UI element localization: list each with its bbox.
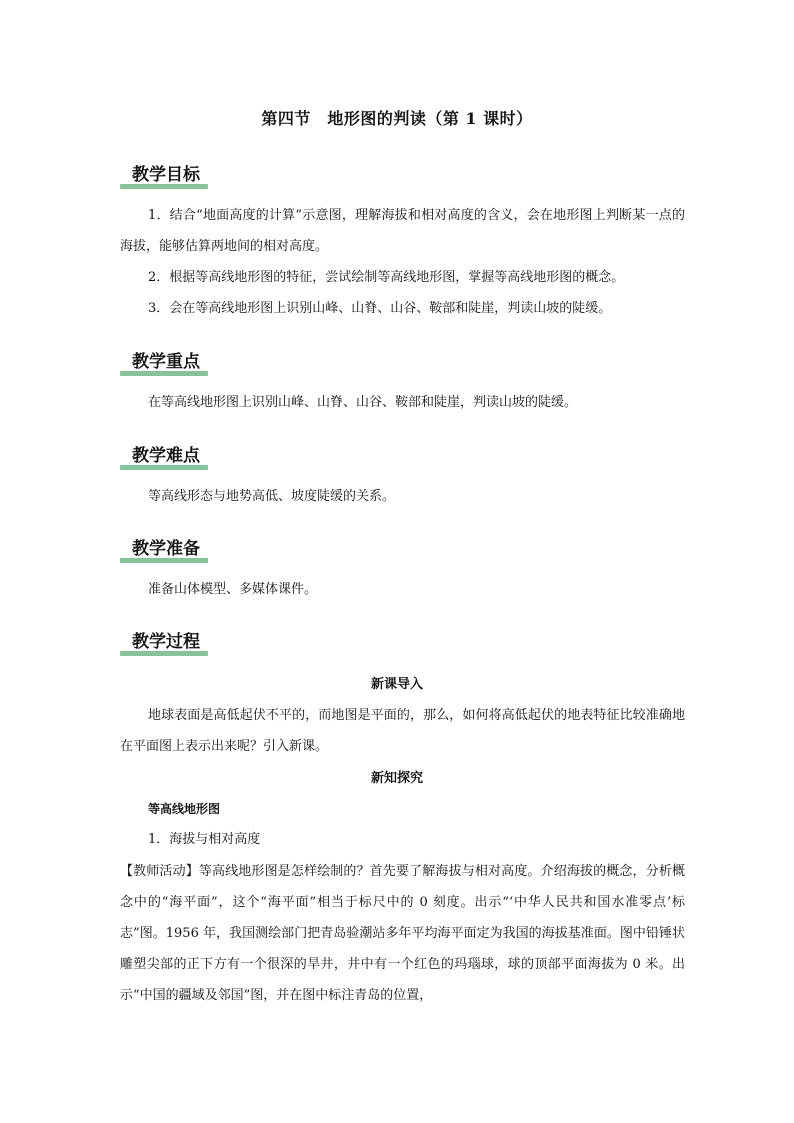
topic-heading: 等高线地形图 — [148, 802, 221, 816]
explore-subheading: 新知探究 — [370, 771, 423, 786]
intro-text: 地球表面是高低起伏不平的，而地图是平面的，那么，如何将高低起伏的地表特征比较准确地在平面图上表示出来呢？引入新课。 — [120, 708, 685, 754]
teacher-activity-text: 【教师活动】等高线地形图是怎样绘制的？首先要了解海拔与相对高度。介绍海拔的概念，分析概念中的“海平面”，这个“海平面”相当于标尺中的 0 刻度。出示“‘中华人民共和国水准零点’标志”图。1956 年，我国测绘部门把青岛验潮站多年平均海平面定为我国的海拔基准面。图中铅锤状雕塑尖部的正下方有一个很深的旱井，井中有一个红色的玛瑙球，球的顶部平面海拔为 0 米。出示“中国的疆域及邻国”图，并在图中标注青岛的位置， — [120, 864, 685, 1003]
section-heading-objectives: 教学目标 — [130, 160, 202, 185]
preparation-text: 准备山体模型、多媒体课件。 — [148, 582, 318, 597]
objective-item-1: 1．结合“地面高度的计算”示意图，理解海拔和相对高度的含义，会在地形图上判断某一点的海拔，能够估算两地间的相对高度。 — [120, 208, 685, 254]
subtopic-heading: 1．海拔与相对高度 — [148, 832, 261, 847]
key-points-text: 在等高线地形图上识别山峰、山脊、山谷、鞍部和陡崖，判读山坡的陡缓。 — [148, 395, 578, 410]
section-heading-preparation: 教学准备 — [130, 534, 202, 559]
section-heading-difficulties: 教学难点 — [130, 441, 202, 466]
section-heading-process: 教学过程 — [130, 627, 202, 652]
objective-item-3: 3．会在等高线地形图上识别山峰、山脊、山谷、鞍部和陡崖，判读山坡的陡缓。 — [148, 301, 612, 316]
objective-item-2: 2．根据等高线地形图的特征，尝试绘制等高线地形图，掌握等高线地形图的概念。 — [148, 270, 625, 285]
difficulties-text: 等高线形态与地势高低、坡度陡缓的关系。 — [148, 489, 396, 504]
section-heading-key-points: 教学重点 — [130, 347, 202, 372]
document-title: 第四节 地形图的判读（第 1 课时） — [261, 109, 533, 128]
intro-subheading: 新课导入 — [370, 677, 423, 692]
